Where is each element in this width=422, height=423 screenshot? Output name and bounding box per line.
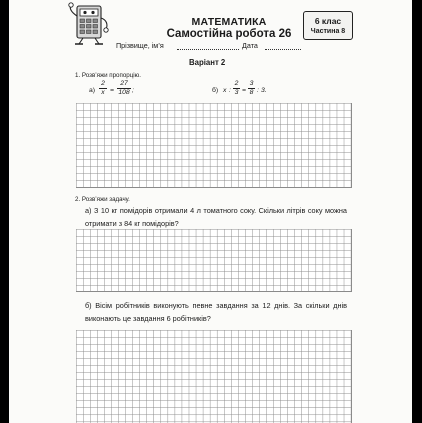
item-b-label: б) xyxy=(212,87,219,94)
colon-sign: : xyxy=(229,87,231,94)
answer-grid-task2a[interactable] xyxy=(76,229,352,292)
variant-title: Варіант 2 xyxy=(189,58,226,67)
fraction-2-over-3 xyxy=(233,80,240,97)
fraction-numerator: 2 xyxy=(99,80,107,89)
part-label: Частина 8 xyxy=(310,28,346,35)
date-label: Дата xyxy=(242,41,258,50)
name-field[interactable] xyxy=(177,49,239,50)
fraction-denominator: 108 xyxy=(118,89,130,96)
subject-title: МАТЕМАТИКА xyxy=(191,16,267,28)
worksheet xyxy=(9,0,412,423)
task2-title: 2. Розв’яжи задачу. xyxy=(75,196,130,203)
task2-problem-a: а) З 10 кг помідорів отримали 4 л томатного соку. Скільки літрів соку можна отримати з 84 кг помідорів? xyxy=(85,206,347,228)
fraction-denominator: x xyxy=(101,89,105,96)
fraction-numerator: 2 xyxy=(234,80,239,87)
fraction-numerator: 3 xyxy=(249,80,254,87)
calculator-mascot-icon xyxy=(65,2,111,46)
answer-grid-task2b[interactable] xyxy=(76,330,352,423)
fraction-27-over-108 xyxy=(117,80,131,97)
work-title: Самостійна робота 26 xyxy=(166,28,292,40)
fraction-2-over-x xyxy=(99,80,107,97)
semicolon: ; xyxy=(132,87,134,94)
grade-badge xyxy=(303,11,353,40)
fraction-denominator: 3 xyxy=(234,89,239,96)
fraction-numerator: 27 xyxy=(117,80,131,89)
equals-sign: = xyxy=(110,87,114,94)
fraction-3-over-8 xyxy=(248,80,255,97)
divisor-value: 3. xyxy=(261,87,267,94)
colon-sign: : xyxy=(257,87,259,94)
date-field[interactable] xyxy=(265,49,301,50)
item-a-label: а) xyxy=(89,87,96,94)
task1-title: 1. Розв’яжи пропорцію. xyxy=(75,72,142,79)
grade-label: 6 клас xyxy=(314,16,342,26)
name-label: Прізвище, ім’я xyxy=(116,41,164,50)
answer-grid-task1[interactable] xyxy=(76,103,352,188)
fraction-denominator: 8 xyxy=(249,89,254,96)
equals-sign: = xyxy=(242,87,246,94)
variable-x: x xyxy=(223,87,227,94)
task2-problem-b: б) Вісім робітників виконують певне завдання за 12 днів. За скільки днів виконають це завдання 6 робітників? xyxy=(85,301,347,323)
